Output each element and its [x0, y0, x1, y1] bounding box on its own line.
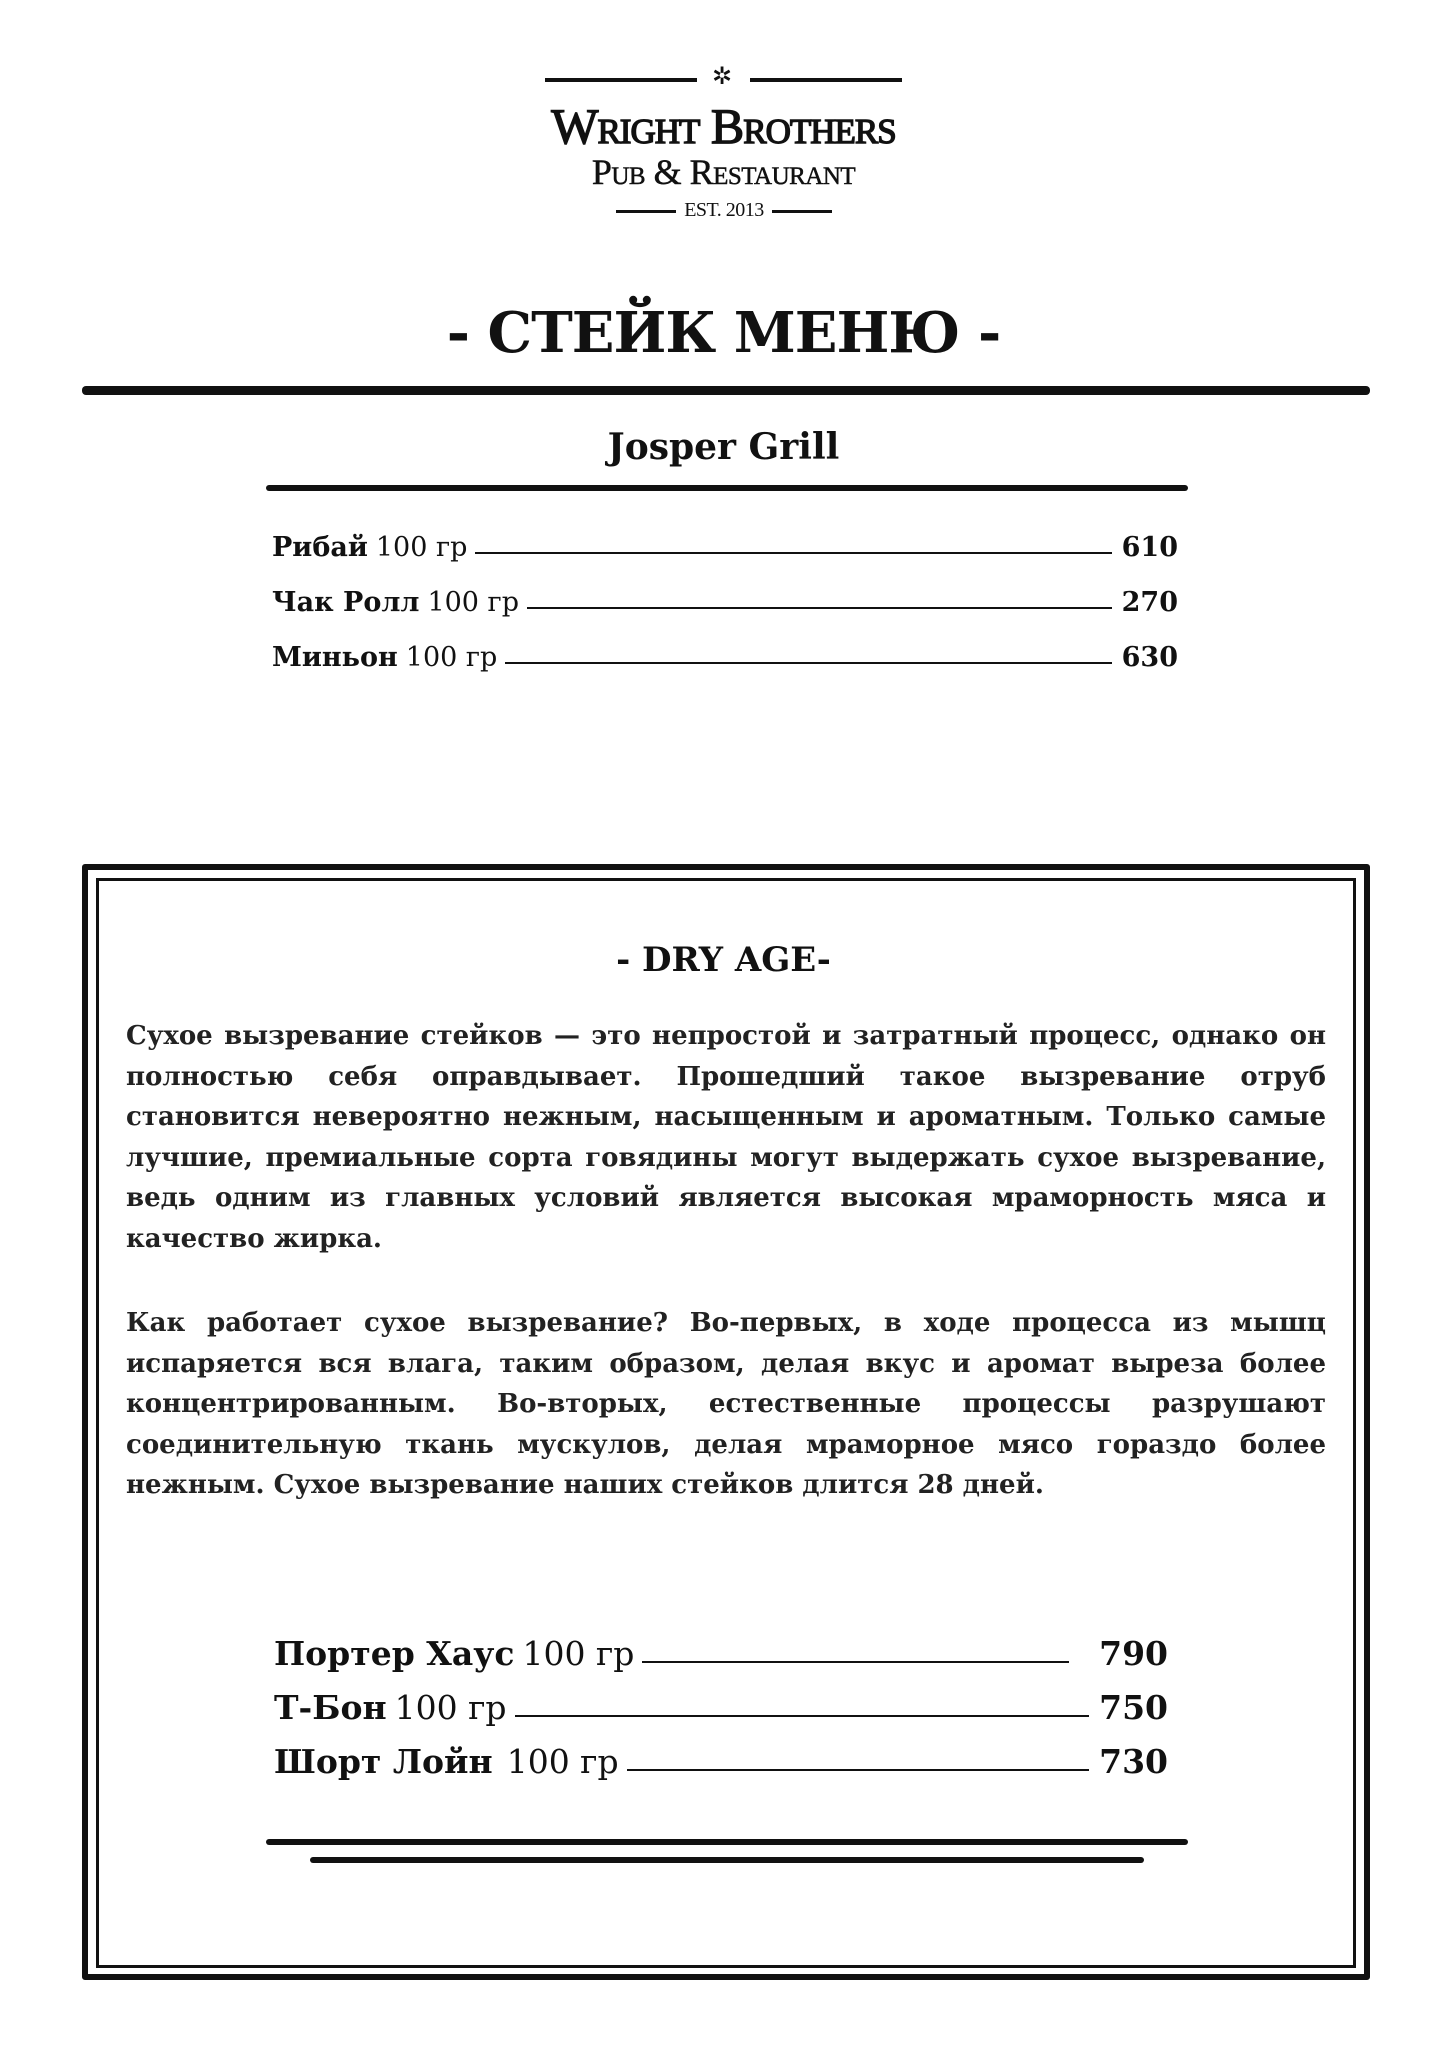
item-name: Рибай [272, 532, 368, 563]
logo-est-rule-left [616, 210, 676, 213]
dry-age-divider-lower [310, 1857, 1144, 1863]
logo-rule-right [750, 78, 902, 82]
logo-title: Wright Brothers [551, 98, 896, 154]
josper-divider [266, 485, 1188, 491]
logo-rule-left [545, 78, 697, 82]
item-price: 730 [1099, 1742, 1168, 1781]
item-unit: 100 гр [375, 532, 468, 563]
dry-age-divider-upper [266, 1839, 1188, 1845]
item-price: 610 [1121, 532, 1178, 563]
title-divider [82, 386, 1370, 395]
item-unit: 100 гр [394, 1688, 507, 1727]
item-price: 270 [1121, 587, 1178, 618]
menu-item [272, 531, 1178, 565]
menu-item [274, 1633, 1168, 1675]
item-name: Т-Бон [274, 1688, 387, 1727]
item-price: 790 [1099, 1634, 1168, 1673]
item-name: Портер Хаус [274, 1634, 515, 1673]
item-name: Миньон [272, 642, 398, 673]
dry-age-paragraph-1: Сухое вызревание стейков — это непростой и затратный процесс, однако он полностью себя оправдывает. Прошедший такое вызревание отруб становится невероятно нежным, насыщенным и ароматным. Только самые лучшие, премиальные сорта говядины могут выдержать сухое вызревание, ведь одним из главных условий является высокая мраморность мяса и качество жирка. [126, 1021, 1326, 1254]
item-unit: 100 гр [522, 1634, 635, 1673]
logo-est-rule-right [772, 210, 832, 213]
menu-item [272, 586, 1178, 620]
propeller-emblem-icon: ✲ [711, 62, 733, 90]
josper-section-title: Josper Grill [607, 426, 840, 468]
item-unit: 100 гр [405, 642, 498, 673]
dotted-leader [505, 662, 1111, 664]
item-unit: 100 гр [427, 587, 519, 618]
logo-subtitle: Pub & Restaurant [591, 152, 856, 192]
dotted-leader [475, 552, 1111, 554]
item-unit: 100 гр [506, 1742, 619, 1781]
menu-item [274, 1741, 1168, 1783]
menu-item [274, 1687, 1168, 1729]
dry-age-paragraph-2: Как работает сухое вызревание? Во-первых, в ходе процесса из мышц испаряется вся влага, таким образом, делая вкус и аромат выреза более концентрированным. Во-вторых, естественные процессы разрушают соединительную ткань мускулов, делая мраморное мясо гораздо более нежным. Сухое вызревание наших стейков длится 28 дней. [126, 1308, 1326, 1500]
menu-item [272, 641, 1178, 675]
item-price: 630 [1121, 642, 1178, 673]
dotted-leader [515, 1715, 1090, 1717]
page-title: - СТЕЙК МЕНЮ - [446, 300, 1001, 366]
item-name: Чак Ролл [272, 587, 420, 618]
dry-age-section-title: - DRY AGE- [616, 940, 831, 980]
dotted-leader [642, 1661, 1069, 1663]
item-price: 750 [1099, 1688, 1168, 1727]
logo-est: EST. 2013 [684, 199, 764, 221]
dotted-leader [627, 1769, 1090, 1771]
dotted-leader [527, 607, 1112, 609]
item-name: Шорт Лойн [274, 1742, 493, 1781]
